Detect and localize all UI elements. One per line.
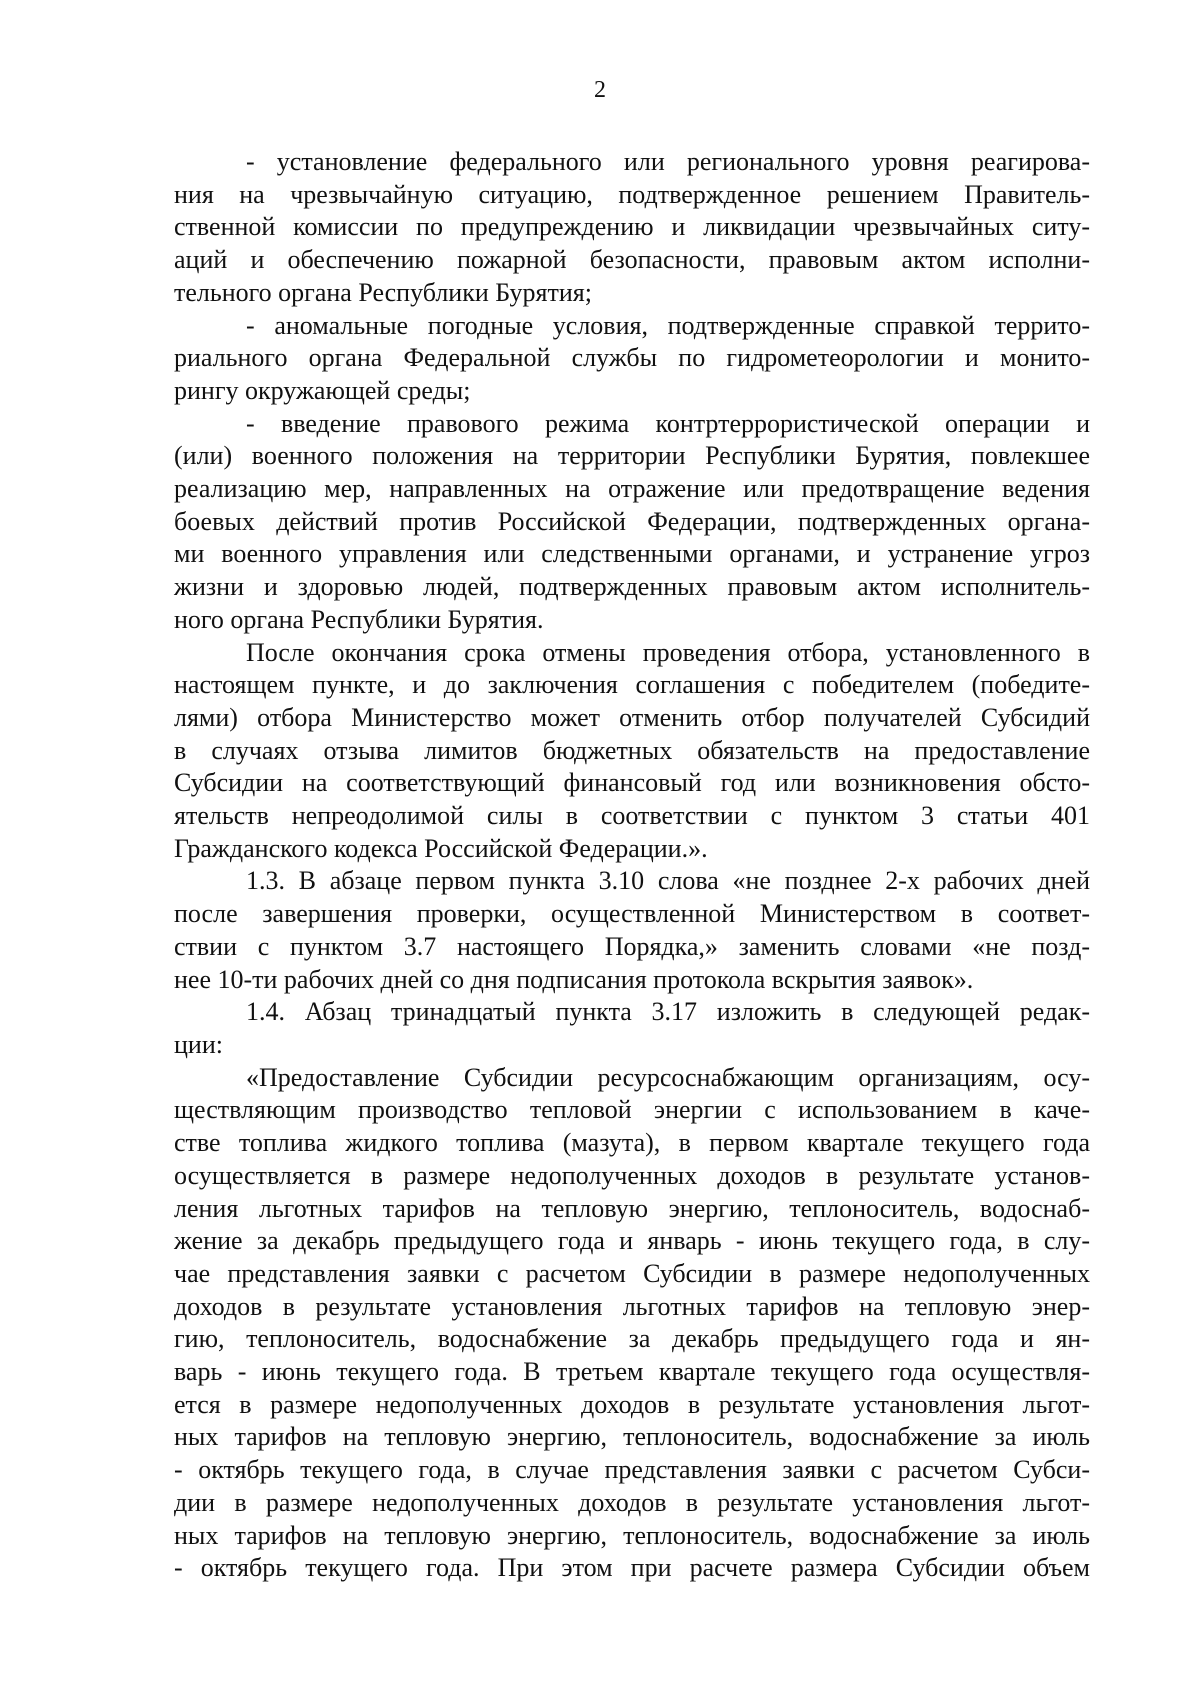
paragraph-item-1-4 bbox=[174, 996, 1090, 1061]
text-line: Субсидии на соответствующий финансовый год или возникновения обсто- bbox=[174, 768, 1090, 798]
text-line: чае представления заявки с расчетом Субсидии в размере недополученных bbox=[174, 1258, 1090, 1288]
paragraph-weather bbox=[174, 310, 1090, 408]
paragraph-subsidy-text bbox=[174, 1062, 1090, 1585]
text-line: нее 10-ти рабочих дней со дня подписания протокола вскрытия заявок». bbox=[174, 964, 974, 994]
text-line: боевых действий против Российской Федерации, подтвержденных органа- bbox=[174, 506, 1090, 536]
text-line: ществляющим производство тепловой энергии с использованием в каче- bbox=[174, 1095, 1090, 1125]
paragraph-selection-cancel bbox=[174, 637, 1090, 866]
text-line: после завершения проверки, осуществленной Министерством в соответ- bbox=[174, 899, 1090, 929]
text-line: После окончания срока отмены проведения отбора, установленного в bbox=[246, 637, 1090, 667]
paragraph-item-1-3 bbox=[174, 865, 1090, 996]
text-line: осуществляется в размере недополученных доходов в результате установ- bbox=[174, 1160, 1090, 1190]
text-line: ного органа Республики Бурятия. bbox=[174, 604, 544, 634]
page-number: 2 bbox=[594, 77, 606, 103]
text-line: - октябрь текущего года. При этом при расчете размера Субсидии объем bbox=[174, 1553, 1090, 1583]
text-line: ятельств непреодолимой силы в соответствии с пунктом 3 статьи 401 bbox=[174, 801, 1090, 831]
text-line: аций и обеспечению пожарной безопасности, правовым актом исполни- bbox=[174, 245, 1090, 275]
text-line: варь - июнь текущего года. В третьем квартале текущего года осуществля- bbox=[174, 1357, 1090, 1387]
text-line: ции: bbox=[174, 1029, 223, 1059]
text-line: жение за декабрь предыдущего года и январь - июнь текущего года, в слу- bbox=[174, 1226, 1090, 1256]
text-line: «Предоставление Субсидии ресурсоснабжающим организациям, осу- bbox=[246, 1062, 1090, 1092]
text-line: настоящем пункте, и до заключения соглашения с победителем (победите- bbox=[174, 670, 1090, 700]
text-line: рингу окружающей среды; bbox=[174, 375, 471, 405]
text-line: в случаях отзыва лимитов бюджетных обязательств на предоставление bbox=[174, 735, 1090, 765]
text-line: лями) отбора Министерство может отменить отбор получателей Субсидий bbox=[174, 702, 1090, 732]
text-line: доходов в результате установления льготных тарифов на тепловую энер- bbox=[174, 1291, 1090, 1321]
text-line: ми военного управления или следственными органами, и устранение угроз bbox=[174, 539, 1090, 569]
text-line: дии в размере недополученных доходов в результате установления льгот- bbox=[174, 1487, 1090, 1517]
text-line: ется в размере недополученных доходов в результате установления льгот- bbox=[174, 1389, 1090, 1419]
text-line: ствии с пунктом 3.7 настоящего Порядка,» заменить словами «не позд- bbox=[174, 931, 1090, 961]
document-body bbox=[174, 146, 1090, 1585]
text-line: ных тарифов на тепловую энергию, теплоноситель, водоснабжение за июль bbox=[174, 1422, 1090, 1452]
paragraph-emergency-federal bbox=[174, 146, 1090, 310]
text-line: 1.3. В абзаце первом пункта 3.10 слова «не позднее 2-х рабочих дней bbox=[246, 866, 1090, 896]
text-line: тельного органа Республики Бурятия; bbox=[174, 277, 592, 307]
text-line: - октябрь текущего года, в случае представления заявки с расчетом Субси- bbox=[174, 1455, 1090, 1485]
text-line: реализацию мер, направленных на отражение или предотвращение ведения bbox=[174, 474, 1090, 504]
text-line: ления льготных тарифов на тепловую энергию, теплоноситель, водоснаб- bbox=[174, 1193, 1090, 1223]
text-line: - аномальные погодные условия, подтвержденные справкой террито- bbox=[246, 310, 1090, 340]
text-line: риального органа Федеральной службы по гидрометеорологии и монито- bbox=[174, 343, 1090, 373]
text-line: 1.4. Абзац тринадцатый пункта 3.17 изложить в следующей редак- bbox=[246, 997, 1090, 1027]
paragraph-counter-terrorism bbox=[174, 408, 1090, 637]
text-line: жизни и здоровью людей, подтвержденных правовым актом исполнитель- bbox=[174, 572, 1090, 602]
text-line: - установление федерального или регионального уровня реагирова- bbox=[246, 147, 1090, 176]
text-line: ния на чрезвычайную ситуацию, подтвержденное решением Правитель- bbox=[174, 179, 1090, 209]
text-line: ственной комиссии по предупреждению и ликвидации чрезвычайных ситу- bbox=[174, 212, 1090, 242]
text-line: стве топлива жидкого топлива (мазута), в первом квартале текущего года bbox=[174, 1128, 1090, 1158]
text-line: ных тарифов на тепловую энергию, теплоноситель, водоснабжение за июль bbox=[174, 1520, 1090, 1550]
text-line: гию, теплоноситель, водоснабжение за декабрь предыдущего года и ян- bbox=[174, 1324, 1090, 1354]
text-line: - введение правового режима контртеррористической операции и bbox=[246, 408, 1090, 438]
text-line: Гражданского кодекса Российской Федерации.». bbox=[174, 833, 708, 863]
text-line: (или) военного положения на территории Республики Бурятия, повлекшее bbox=[174, 441, 1090, 471]
